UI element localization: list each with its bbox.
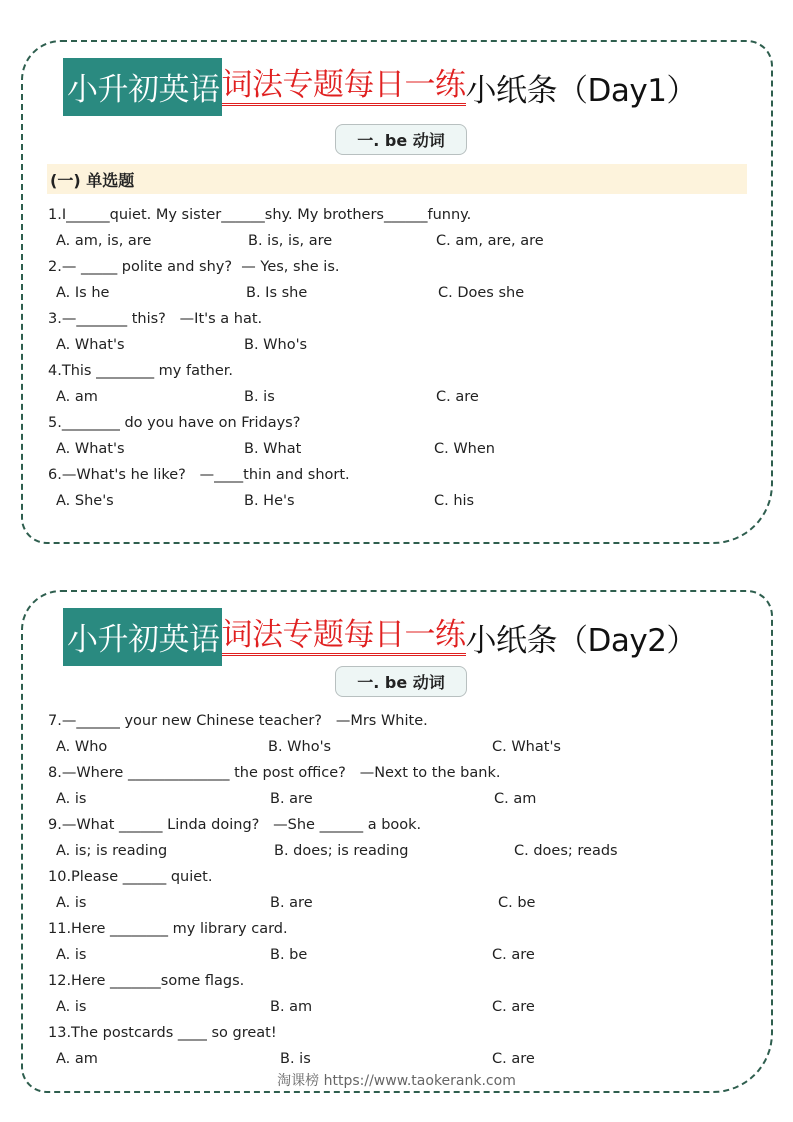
question: 9.—What ______ Linda doing? —She ______ a book. (48, 817, 422, 833)
options-row (48, 1046, 535, 1072)
option-a: A. is (56, 791, 87, 807)
card-title (63, 58, 697, 116)
option-c: C. am, are, are (436, 233, 544, 249)
title-green-part: 小升初英语 (63, 58, 222, 116)
subsection-heading: (一) 单选题 (47, 164, 747, 194)
option-a: A. is (56, 999, 87, 1015)
option-a: A. What's (56, 441, 125, 457)
option-a: A. What's (56, 337, 125, 353)
question-list (48, 708, 618, 1072)
option-b: B. is (244, 389, 275, 405)
question: 7.—______ your new Chinese teacher? —Mrs White. (48, 713, 428, 729)
option-c: C. are (492, 947, 535, 963)
option-b: B. What (244, 441, 302, 457)
option-a: A. Who (56, 739, 108, 755)
option-a: A. am (56, 389, 98, 405)
option-b: B. are (270, 791, 313, 807)
footer-watermark: 淘课榜 https://www.taokerank.com (277, 1073, 516, 1089)
option-c: C. be (498, 895, 536, 911)
option-b: B. He's (244, 493, 295, 509)
option-c: C. am (494, 791, 537, 807)
option-b: B. Who's (268, 739, 332, 755)
question: 10.Please ______ quiet. (48, 869, 213, 885)
options-row (48, 280, 525, 306)
section-tag: 一. be 动词 (335, 666, 467, 697)
option-b: B. be (270, 947, 308, 963)
options-row (48, 332, 471, 358)
option-b: B. is, is, are (248, 233, 333, 249)
option-a: A. is (56, 947, 87, 963)
options-row (48, 436, 495, 462)
option-a: A. is (56, 895, 87, 911)
question: 12.Here _______some flags. (48, 973, 245, 989)
option-b: B. am (270, 999, 313, 1015)
question: 3.—_______ this? —It's a hat. (48, 311, 263, 327)
option-c: C. When (434, 441, 495, 457)
options-row (48, 734, 561, 760)
option-b: B. is (280, 1051, 311, 1067)
title-red-part: 词法专题每日一练 (222, 68, 466, 107)
options-row (48, 384, 479, 410)
question: 4.This ________ my father. (48, 363, 234, 379)
title-green-part: 小升初英语 (63, 608, 222, 666)
worksheet-card-day1 (21, 40, 773, 544)
options-row (48, 488, 475, 514)
option-c: C. Does she (438, 285, 525, 301)
question: 1.I______quiet. My sister______shy. My brothers______funny. (48, 207, 472, 223)
option-a: A. am, is, are (56, 233, 152, 249)
title-black-part: 小纸条（Day2） (465, 622, 697, 659)
option-a: A. Is he (56, 285, 110, 301)
question-list (48, 202, 544, 514)
option-b: B. are (270, 895, 313, 911)
section-tag: 一. be 动词 (335, 124, 467, 155)
option-c: C. are (492, 1051, 535, 1067)
option-a: A. is; is reading (56, 843, 168, 859)
options-row (48, 994, 535, 1020)
options-row (48, 786, 537, 812)
option-b: B. does; is reading (274, 843, 409, 859)
card-title (63, 608, 697, 666)
option-b: B. Is she (246, 285, 308, 301)
option-c: C. his (434, 493, 475, 509)
question: 13.The postcards ____ so great! (48, 1025, 277, 1041)
worksheet-card-day2 (21, 590, 773, 1093)
options-row (48, 228, 544, 254)
question: 11.Here ________ my library card. (48, 921, 288, 937)
options-row (48, 942, 535, 968)
options-row (48, 890, 536, 916)
question: 5.________ do you have on Fridays? (48, 415, 301, 431)
question: 2.— _____ polite and shy? — Yes, she is. (48, 259, 340, 275)
option-b: B. Who's (244, 337, 308, 353)
option-c: C. are (436, 389, 479, 405)
options-row (48, 838, 618, 864)
option-c: C. What's (492, 739, 561, 755)
option-c: C. are (492, 999, 535, 1015)
question: 8.—Where ______________ the post office? —Next to the bank. (48, 765, 501, 781)
title-red-part: 词法专题每日一练 (222, 618, 466, 657)
option-c: C. does; reads (514, 843, 618, 859)
option-a: A. am (56, 1051, 98, 1067)
option-a: A. She's (56, 493, 114, 509)
question: 6.—What's he like? —____thin and short. (48, 467, 350, 483)
title-black-part: 小纸条（Day1） (465, 72, 697, 109)
